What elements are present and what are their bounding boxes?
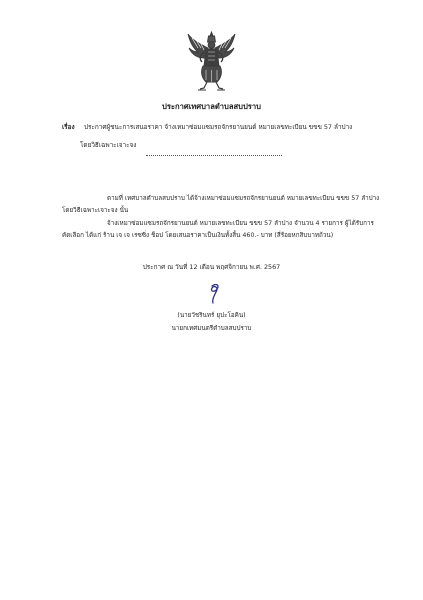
body-paragraph-1-line-1: ตามที่ เทศบาลตำบลสบปราบ ได้จ้างเหมาซ่อมแซมรถจักรยานยนต์ หมายเลขทะเบียน ขขข 57 ลำปาง (107, 195, 380, 202)
signer-name: (นายวัชรินทร์ ยุปะโอคิน) (177, 312, 246, 319)
subject-text-line1: ประกาศผู้ชนะการเสนอราคา จ้างเหมาซ่อมแซมรถจักรยานยนต์ หมายเลขทะเบียน ขขข 57 ลำปาง (84, 123, 353, 131)
garuda-emblem-icon (186, 30, 237, 92)
body-paragraph-2-line-1: จ้างเหมาซ่อมแซมรถจักรยานยนต์ หมายเลขทะเบียน ขขข 57 ลำปาง จำนวน 4 รายการ ผู้ได้รับการ (107, 220, 374, 227)
subject-label: เรื่อง (62, 123, 75, 131)
document-title: ประกาศเทศบาลตำบลสบปราบ (162, 102, 261, 111)
separator-line (146, 155, 282, 156)
handwritten-signature-icon (200, 282, 228, 304)
signer-position: นายกเทศมนตรีตำบลสบปราบ (171, 325, 252, 332)
announcement-date: ประกาศ ณ วันที่ 12 เดือน พฤศจิกายน พ.ศ. 2567 (142, 263, 281, 271)
body-paragraph-2-line-2: คัดเลือก ได้แก่ ร้าน เจ เจ เรซซิ่ง ช็อป โดยเสนอราคาเป็นเงินทั้งสิ้น 460.- บาท (สี่ร้อยหกสิบบาทถ้วน) (62, 232, 334, 239)
subject-text-line2: โดยวิธีเฉพาะเจาะจง (80, 141, 137, 149)
body-paragraph-1-line-2: โดยวิธีเฉพาะเจาะจง นั้น (62, 207, 129, 214)
